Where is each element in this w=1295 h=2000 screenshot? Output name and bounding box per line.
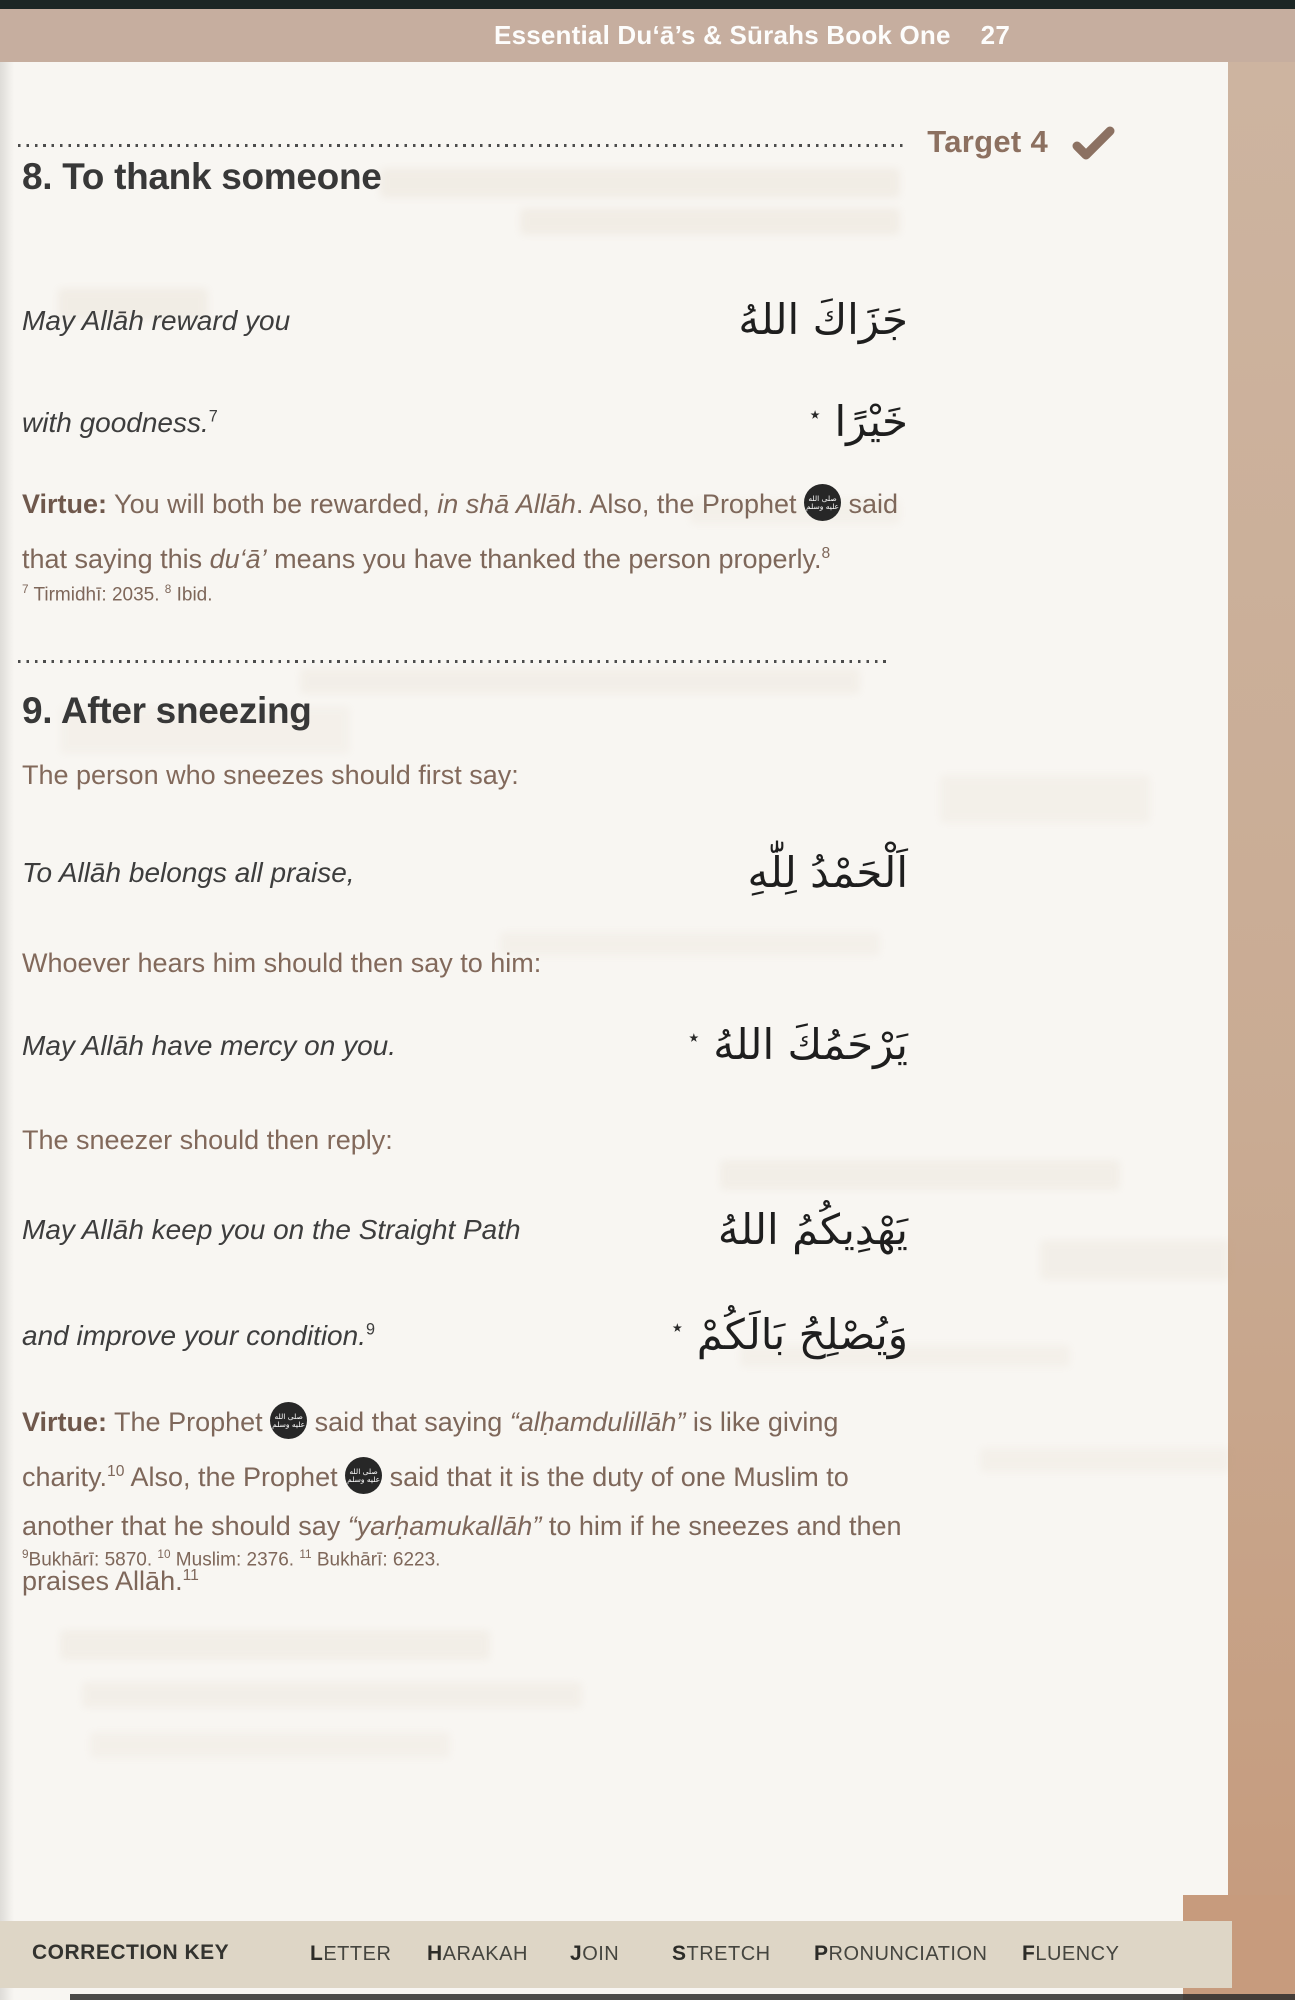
page-number: 27 bbox=[980, 20, 1010, 50]
translation-text: with goodness.$^7$ bbox=[22, 406, 218, 438]
footnotes: $^7$ Tirmidhī: 2035. $^8$ Ibid. bbox=[22, 583, 213, 606]
bleed-through-artifact bbox=[300, 668, 860, 694]
pause-star: ٭ bbox=[688, 1025, 700, 1050]
key-item-stretch: STRETCH bbox=[672, 1942, 771, 1965]
pbuh-medallion-icon: صلى الله عليه وسلم bbox=[804, 484, 841, 521]
virtue-paragraph: Virtue: You will both be rewarded, in shā Allāh. Also, the Prophet صلى الله عليه وسلم said that saying this du‘ā’ means you have thanked the person properly.$^8$ bbox=[22, 480, 908, 584]
key-item-letter: LETTER bbox=[310, 1942, 392, 1965]
translation-text: To Allāh belongs all praise, bbox=[22, 857, 355, 888]
dua-row bbox=[22, 998, 908, 1093]
translation-text: May Allāh reward you bbox=[22, 304, 291, 336]
pbuh-medallion-icon: صلى الله عليه وسلم bbox=[345, 1457, 382, 1494]
arabic-text: يَهْدِيكُمُ اللهُ bbox=[717, 1204, 908, 1254]
instruction-text: The person who sneezes should first say: bbox=[22, 760, 519, 790]
dua-row bbox=[22, 1288, 908, 1383]
correction-key-title: CORRECTION KEY bbox=[32, 1941, 230, 1964]
footnotes: $^9$Bukhārī: 5870. $^{10}$ Muslim: 2376. $^{11}$ Bukhārī: 6223. bbox=[22, 1548, 441, 1571]
dua-row bbox=[22, 828, 908, 918]
dua-row bbox=[22, 380, 908, 465]
arabic-text: يَرْحَمُكَ اللهُ٭ bbox=[688, 1020, 908, 1070]
translation-text: May Allāh keep you on the Straight Path bbox=[22, 1214, 521, 1245]
footnote-ref: 10 bbox=[107, 1463, 125, 1480]
bleed-through-artifact bbox=[940, 775, 1150, 823]
bleed-through-artifact bbox=[90, 1732, 450, 1758]
dua-row bbox=[22, 1185, 908, 1275]
arabic-text: جَزَاكَ اللهُ bbox=[738, 295, 908, 345]
pause-star: ٭ bbox=[671, 1315, 683, 1340]
checkmark-icon bbox=[1070, 124, 1118, 162]
correction-key-bar bbox=[0, 1921, 1232, 1988]
key-item-harakah: HARAKAH bbox=[427, 1942, 528, 1965]
key-item-join: JOIN bbox=[570, 1942, 620, 1965]
section-9-heading: 9. After sneezing bbox=[22, 690, 312, 731]
section-8-heading: 8. To thank someone bbox=[22, 156, 382, 197]
dua-row bbox=[22, 278, 908, 363]
instruction-text: Whoever hears him should then say to him: bbox=[22, 948, 542, 978]
pbuh-medallion-icon: صلى الله عليه وسلم bbox=[270, 1402, 307, 1439]
target-label: Target 4 bbox=[927, 124, 1048, 159]
footnote-ref: 8 bbox=[821, 545, 831, 562]
page-header bbox=[0, 9, 1295, 62]
bleed-through-artifact bbox=[1040, 1240, 1230, 1280]
arabic-text: وَيُصْلِحُ بَالَكُمْ٭ bbox=[671, 1310, 908, 1360]
footnote-ref: 9 bbox=[365, 1320, 376, 1339]
bleed-through-artifact bbox=[82, 1682, 582, 1708]
key-item-fluency: FLUENCY bbox=[1022, 1942, 1120, 1965]
footnote-ref: 11 bbox=[182, 1567, 199, 1584]
pause-star: ٭ bbox=[809, 402, 821, 427]
bleed-through-artifact bbox=[380, 168, 900, 198]
translation-text: and improve your condition.$^9$ bbox=[22, 1319, 376, 1351]
bleed-through-artifact bbox=[520, 208, 900, 235]
instruction-text: The sneezer should then reply: bbox=[22, 1125, 393, 1155]
section-divider bbox=[18, 660, 886, 663]
dotted-leader bbox=[18, 144, 907, 147]
bleed-through-artifact bbox=[60, 1630, 490, 1660]
key-item-pronunciation: PRONUNCIATION bbox=[814, 1942, 988, 1965]
bleed-through-artifact bbox=[980, 1448, 1230, 1472]
page-bottom-edge bbox=[70, 1994, 1295, 2000]
book-title: Essential Du‘ā’s & Sūrahs Book One bbox=[494, 20, 951, 50]
arabic-text: خَيْرًا٭ bbox=[809, 397, 908, 447]
bleed-through-artifact bbox=[500, 932, 880, 956]
virtue-paragraph: Virtue: The Prophet صلى الله عليه وسلم said that saying “alḥamdulillāh” is like giving charity.$^{10}$ Also, the Prophet صلى الله عليه وسلم said that it is the duty of one Muslim to another that he should say “yarḥamukallāh” to him if he sneezes and then praises Allāh.$^{11}$ bbox=[22, 1398, 908, 1606]
arabic-text: اَلْحَمْدُ لِلّٰهِ bbox=[747, 847, 908, 897]
page-top-edge bbox=[0, 0, 1295, 9]
footnote-ref: 7 bbox=[208, 407, 218, 426]
page-edge-strip bbox=[1228, 62, 1295, 2000]
translation-text: May Allāh have mercy on you. bbox=[22, 1029, 397, 1061]
page-left-edge bbox=[0, 62, 14, 2000]
